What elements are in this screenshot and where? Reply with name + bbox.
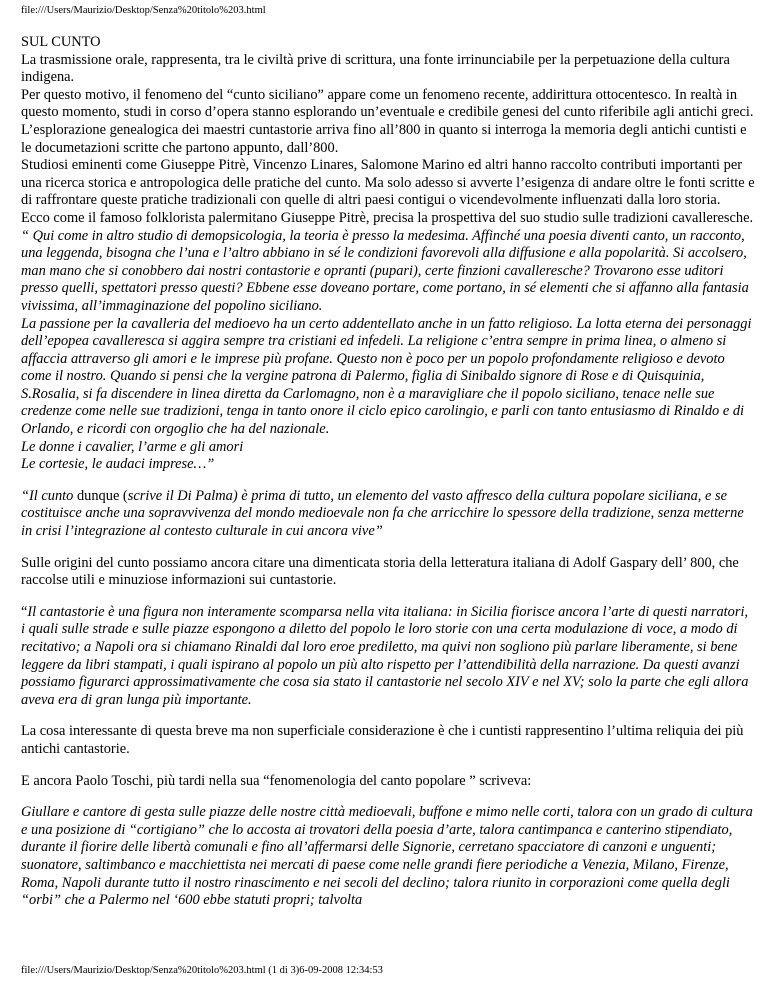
quote-paragraph [21, 604, 755, 710]
quote-fragment: “Il cunto [21, 487, 77, 504]
page-footer-url: file:///Users/Maurizio/Desktop/Senza%20titolo%203.html (1 di 3)6-09-2008 12:34:53 [21, 965, 383, 976]
paragraph: Per questo motivo, il fenomeno del “cunto siciliano” appare come un fenomeno recente, addirittura ottocentesco. In realtà in questo momento, studi in corso d’opera stanno esplorando un’eventuale e credibile genesi del cunto riferibile agli antichi greci. [21, 86, 754, 121]
paragraph: Studiosi eminenti come Giuseppe Pitrè, Vincenzo Linares, Salomone Marino ed altri hanno raccolto contributi importanti per una ricerca storica e antropologica delle pratiche del cunto. Ma solo adesso si avverte l’esigenza di andare oltre le fonti scritte e di raffrontare queste pratiche tradizionali con quelle di altri paesi contigui o vicendevolmente influenzati dalla loro storia. [21, 157, 755, 209]
quote-paragraph: “ Qui come in altro studio di demopsicologia, la teoria è presso la medesima. Affinché una poesia diventi canto, un racconto, una leggenda, bisogna che l’una e l’altro abbiano in sé le condizioni favorevoli alla diffusione e alla popolarità. Si accolsero, man mano che si conobbero dai nostri contastorie e opranti (pupari), certe finzioni cavalleresche? Trovarono esse uditori presso quelli, spettatori presso questi? Ebbene esse doveano portare, come portano, in sé elementi che si affanno alla fantasia vivissima, all’immaginazione del popolino siciliano. [21, 227, 749, 314]
paragraph: L’esplorazione genealogica dei maestri cuntastorie arriva fino all’800 in quanto si interroga la memoria degli antichi cuntisti e le documetazioni scritte che partono appunto, dall’800. [21, 121, 747, 156]
document-body [21, 34, 755, 910]
quote-verse: Le donne i cavalier, l’arme e gli amori [21, 438, 244, 455]
paragraph: Ecco come il famoso folklorista palermitano Giuseppe Pitrè, precisa la prospettiva del suo studio sulle tradizioni cavalleresche. [21, 209, 754, 226]
quote-verse: Le cortesie, le audaci imprese…” [21, 456, 215, 473]
paragraph: La cosa interessante di questa breve ma non superficiale considerazione è che i cuntisti rappresentino l’ultima reliquia dei più antichi cantastorie. [21, 723, 744, 757]
quote-fragment: Il cantastorie è una figura non interamente scomparsa nella vita italiana: in Sicilia fiorisce ancora l’arte di questi narratori, i quali sulle strade e sulle piazze espongono a diletto del popolo le loro storie con una certa modulazione di voce, a modo di recitativo; a Napoli ora si chiamano Rinaldi dal loro eroe prediletto, ma quivi non sogliono più parlare liberamente, si bene leggere da libri stampati, i quali ispirano al popolo un più alto rispetto per l’attendibilità della narrazione. Da questi avanzi possiamo figurarci approssimativamente che cosa sia stato il cantastorie nel secolo XIV e nel XV; solo la parte che egli allora aveva era di gran lunga più importante. [21, 603, 749, 708]
quote-paragraph: Giullare e cantore di gesta sulle piazze delle nostre città medioevali, buffone e mimo nelle corti, talora con un grado di cultura e una posizione di “cortigiano” che lo accosta ai trovatori della poesia d’arte, talora cantimpanca e canterino stipendiato, durante il fiorire delle libertà comunali e fino all’affermarsi delle Signorie, cerretano spacciatore di canzoni e unguenti; suonatore, saltimbanco e macchiettista nei mercati di paese come nelle grandi fiere periodiche a Venezia, Milano, Firenze, Roma, Napoli durante tutto il nostro rinascimento e nei secoli del declino; talora riunito in corporazioni come quella degli “orbi” che a Palermo nel ‘600 ebbe statuti propri; talvolta [21, 804, 753, 909]
paragraph: E ancora Paolo Toschi, più tardi nella sua “fenomenologia del canto popolare ” scriveva: [21, 772, 532, 789]
paragraph: La trasmissione orale, rappresenta, tra le civiltà prive di scrittura, una fonte irrinunciabile per la perpetuazione della cultura indigena. [21, 51, 730, 86]
quote-fragment: “ [21, 603, 28, 620]
paragraph: Sulle origini del cunto possiamo ancora citare una dimenticata storia della letteratura italiana di Adolf Gaspary dell’ 800, che raccolse utili e minuziose informazioni sui cuntastorie. [21, 554, 739, 589]
quote-paragraph: La passione per la cavalleria del medioevo ha un certo addentellato anche in un fatto religioso. La lotta eterna dei personaggi dell’epopea cavalleresca si aggira sempre tra cristiani ed infedeli. La religione c’entra sempre in prima linea, o almeno si affaccia attraverso gli amori e le imprese più profane. Questo non è poco per un popolo profondamente religioso e devoto come il nostro. Quando si pensi che la vergine patrona di Palermo, figlia di Sinibaldo signore di Rose e di Quisquinia, S.Rosalia, si fa discendere in linea diretta da Carlomagno, non è a maravigliare che il popolo siciliano, tenace nelle sue credenze come nelle sue tradizioni, tenga in tanto onore il ciclo epico carolingio, e parli con tanto entusiasmo di Rinaldo e di Orlando, e ricordi con orgoglio che ha del nazionale. [21, 315, 752, 438]
quote-fragment: scrive il Di Palma) è prima di tutto, un elemento del vasto affresco della cultura popolare siciliana, e se costituisce anche una sopravvivenza del mondo medioevale non fa che arricchire lo spessore della tradizione, senza metterne in crisi l’integrazione al contesto culturale in cui ancora vive” [21, 487, 744, 540]
quote-fragment: dunque ( [76, 487, 128, 504]
quote-paragraph [21, 488, 755, 541]
document-title: SUL CUNTO [21, 34, 101, 50]
page-header-url: file:///Users/Maurizio/Desktop/Senza%20titolo%203.html [21, 5, 266, 16]
